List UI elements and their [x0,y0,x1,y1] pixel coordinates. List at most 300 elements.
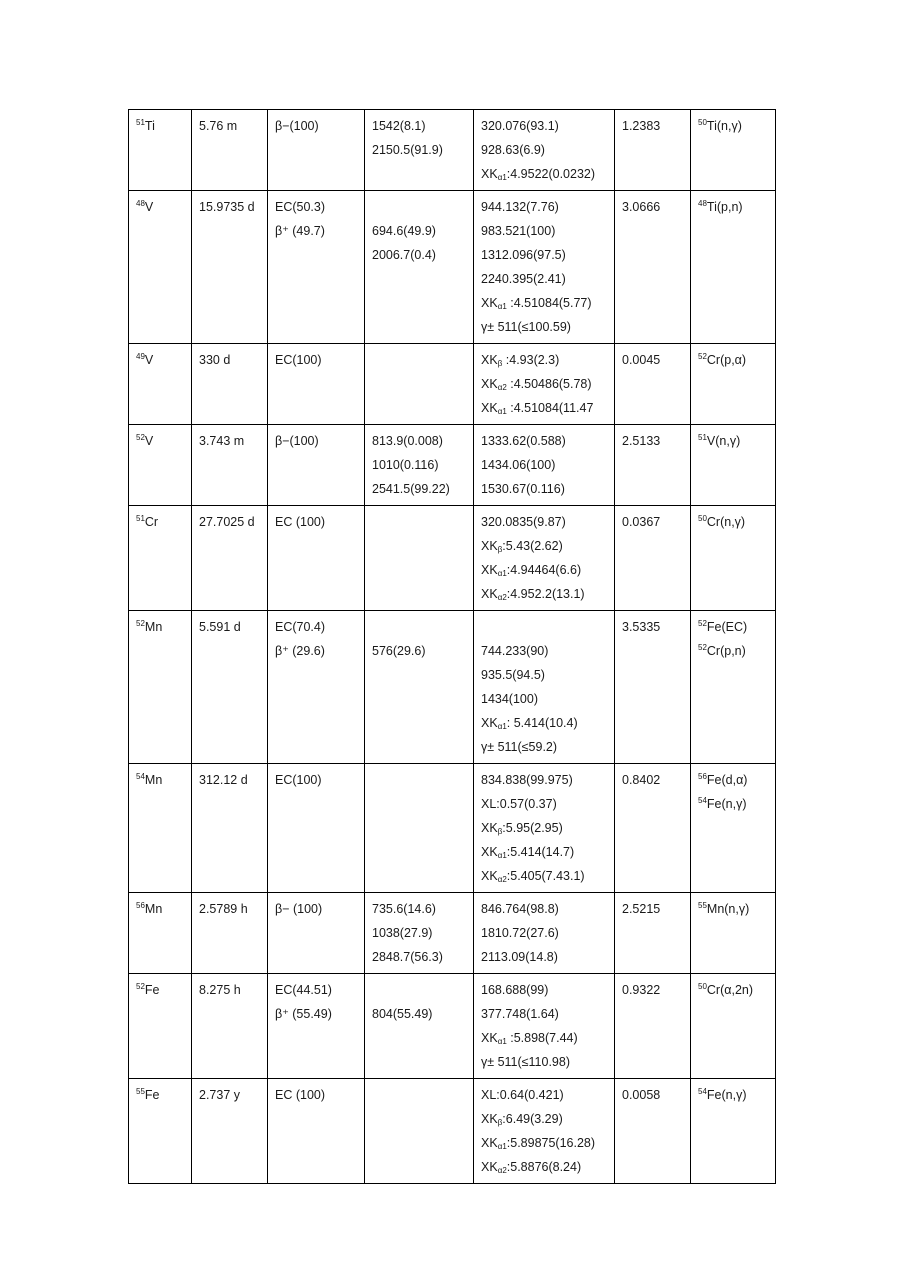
gamma-line [481,1026,614,1050]
production-cell [691,893,776,974]
beta-energy-cell [365,764,474,893]
xray-subscript: α1 [497,407,507,416]
decay-mode: EC(100) [275,773,322,787]
beta-energy-cell [365,191,474,344]
element-symbol: Fe [144,1088,160,1102]
nuclide-cell [129,191,192,344]
q-value-cell [615,506,691,611]
xray-subscript: α1 [497,722,507,731]
gamma-line [481,816,614,840]
table-body [129,110,776,1184]
gamma-energy-cell [474,893,615,974]
decay-mode-cell [268,893,365,974]
gamma-line [481,243,614,267]
gamma-line [481,453,614,477]
beta-energy [372,615,473,639]
gamma-line [481,711,614,735]
mass-number: 52 [136,982,145,991]
half-life-cell [192,506,268,611]
element-symbol: Mn [144,620,163,634]
mass-number: 52 [136,619,145,628]
gamma-line [481,534,614,558]
xray-subscript: α1 [497,851,507,860]
gamma-text: :6.49(3.29) [502,1112,563,1126]
beta-energy: 2150.5(91.9) [372,143,443,157]
table-row [129,893,776,974]
beta-energy: 735.6(14.6) [372,902,436,916]
production-reaction [698,639,775,663]
xray-subscript: β [497,827,503,836]
nuclide-cell [129,974,192,1079]
gamma-line [481,291,614,315]
gamma-text: XK [481,1160,498,1174]
q-value: 0.8402 [622,773,661,787]
decay-mode-cell [268,191,365,344]
gamma-line [481,945,614,969]
gamma-line [481,864,614,888]
reaction-text: Cr(p,α) [706,353,747,367]
reaction-text: V(n,γ) [706,434,741,448]
nuclide [136,114,191,138]
gamma-text: :4.50486(5.78) [506,377,592,391]
beta-energy: 813.9(0.008) [372,434,443,448]
gamma-text: :5.898(7.44) [506,1031,578,1045]
nuclide-cell [129,506,192,611]
xray-subscript: α1 [497,569,507,578]
gamma-text: XK [481,167,498,181]
mass-number: 49 [136,352,145,361]
gamma-line [481,1083,614,1107]
gamma-text: 1434.06(100) [481,458,556,472]
table-row [129,425,776,506]
target-mass-number: 54 [698,796,707,805]
reaction-text: Ti(n,γ) [706,119,742,133]
decay-mode: EC(70.4) [275,620,326,634]
gamma-line [481,582,614,606]
nuclide-cell [129,893,192,974]
gamma-text: :4.51084(5.77) [506,296,592,310]
gamma-text: :5.8876(8.24) [506,1160,582,1174]
xray-subscript: α2 [497,1166,507,1175]
gamma-text: XK [481,821,498,835]
half-life-cell [192,611,268,764]
decay-mode-cell [268,110,365,191]
target-mass-number: 52 [698,619,707,628]
reaction-text: Mn(n,γ) [706,902,750,916]
nuclide [136,978,191,1002]
decay-mode: EC(50.3) [275,200,326,214]
nuclide-decay-table [128,109,776,1184]
q-value: 3.0666 [622,200,661,214]
gamma-line [481,195,614,219]
xray-subscript: α1 [497,173,507,182]
half-life-cell [192,893,268,974]
half-life: 27.7025 d [199,515,255,529]
gamma-text: :5.89875(16.28) [506,1136,596,1150]
beta-energy-cell [365,611,474,764]
half-life: 312.12 d [199,773,248,787]
production-reaction [698,792,775,816]
xray-subscript: α2 [497,593,507,602]
beta-energy-cell [365,344,474,425]
gamma-text: 834.838(99.975) [481,773,573,787]
target-mass-number: 50 [698,982,707,991]
decay-mode: β⁺ (49.7) [275,224,325,238]
gamma-text: XK [481,587,498,601]
q-value: 1.2383 [622,119,661,133]
gamma-text: XL:0.57(0.37) [481,797,557,811]
mass-number: 54 [136,772,145,781]
mass-number: 51 [136,118,145,127]
production-reaction [698,114,775,138]
q-value-cell [615,425,691,506]
beta-energy: 804(55.49) [372,1007,433,1021]
target-mass-number: 56 [698,772,707,781]
half-life: 3.743 m [199,434,245,448]
half-life-cell [192,974,268,1079]
decay-mode: EC (100) [275,515,326,529]
decay-mode: EC(100) [275,353,322,367]
gamma-text: XK [481,539,498,553]
gamma-text: XL:0.64(0.421) [481,1088,564,1102]
reaction-text: Fe(EC) [706,620,748,634]
q-value-cell [615,974,691,1079]
q-value: 2.5215 [622,902,661,916]
xray-subscript: β [497,1118,503,1127]
q-value: 0.0045 [622,353,661,367]
gamma-text: 320.0835(9.87) [481,515,566,529]
gamma-text: 2240.395(2.41) [481,272,566,286]
beta-energy-cell [365,425,474,506]
element-symbol: V [144,353,154,367]
target-mass-number: 48 [698,199,707,208]
gamma-line [481,1155,614,1179]
half-life-cell [192,764,268,893]
gamma-text: XK [481,296,498,310]
gamma-energy-cell [474,506,615,611]
nuclide-cell [129,611,192,764]
production-cell [691,974,776,1079]
nuclide-cell [129,764,192,893]
nuclide [136,768,191,792]
mass-number: 56 [136,901,145,910]
gamma-line [481,558,614,582]
production-cell [691,344,776,425]
element-symbol: Fe [144,983,160,997]
gamma-text: :5.43(2.62) [502,539,563,553]
q-value-cell [615,191,691,344]
gamma-text: :5.405(7.43.1) [506,869,585,883]
decay-mode-cell [268,764,365,893]
nuclide [136,195,191,219]
gamma-energy-cell [474,974,615,1079]
element-symbol: Ti [144,119,155,133]
beta-energy [372,195,473,219]
xray-subscript: α2 [497,383,507,392]
gamma-energy-cell [474,425,615,506]
decay-mode-cell [268,344,365,425]
half-life-cell [192,425,268,506]
xray-subscript: α1 [497,1037,507,1046]
gamma-text: :5.95(2.95) [502,821,563,835]
table-row [129,110,776,191]
decay-mode: β⁺ (29.6) [275,644,325,658]
nuclide-cell [129,110,192,191]
beta-energy: 1542(8.1) [372,119,426,133]
production-cell [691,110,776,191]
gamma-line [481,396,614,420]
reaction-text: Fe(n,γ) [706,797,747,811]
gamma-text: :4.952.2(13.1) [506,587,585,601]
half-life: 330 d [199,353,231,367]
beta-energy-cell [365,110,474,191]
reaction-text: Fe(d,α) [706,773,748,787]
gamma-text: :4.51084(11.47 [506,401,594,415]
gamma-text: 320.076(93.1) [481,119,559,133]
reaction-text: Cr(p,n) [706,644,746,658]
target-mass-number: 55 [698,901,707,910]
target-mass-number: 50 [698,118,707,127]
q-value: 0.0367 [622,515,661,529]
gamma-line [481,639,614,663]
gamma-line [481,978,614,1002]
gamma-text: XK [481,563,498,577]
target-mass-number: 52 [698,643,707,652]
target-mass-number: 52 [698,352,707,361]
gamma-text: γ± 511(≤100.59) [481,320,571,334]
reaction-text: Cr(n,γ) [706,515,746,529]
decay-mode: β− (100) [275,902,323,916]
beta-energy: 2006.7(0.4) [372,248,436,262]
xray-subscript: β [497,359,503,368]
q-value-cell [615,611,691,764]
gamma-line [481,315,614,339]
gamma-energy-cell [474,1079,615,1184]
gamma-text: 168.688(99) [481,983,549,997]
gamma-energy-cell [474,191,615,344]
gamma-line [481,615,614,639]
half-life: 2.737 y [199,1088,241,1102]
gamma-line [481,429,614,453]
gamma-energy-cell [474,764,615,893]
beta-energy: 1038(27.9) [372,926,433,940]
production-cell [691,425,776,506]
gamma-line [481,267,614,291]
half-life: 5.591 d [199,620,241,634]
q-value: 2.5133 [622,434,661,448]
gamma-energy-cell [474,110,615,191]
beta-energy-cell [365,506,474,611]
element-symbol: V [144,200,154,214]
gamma-text: XK [481,1136,498,1150]
beta-energy-cell [365,1079,474,1184]
mass-number: 55 [136,1087,145,1096]
gamma-text: 928.63(6.9) [481,143,545,157]
beta-energy: 2848.7(56.3) [372,950,443,964]
table-row [129,974,776,1079]
production-cell [691,191,776,344]
gamma-text: XK [481,377,498,391]
table-row [129,506,776,611]
reaction-text: Fe(n,γ) [706,1088,747,1102]
production-reaction [698,1083,775,1107]
half-life-cell [192,1079,268,1184]
production-cell [691,764,776,893]
decay-mode: β−(100) [275,119,319,133]
nuclide-cell [129,425,192,506]
beta-energy: 576(29.6) [372,644,426,658]
gamma-text: XK [481,869,498,883]
production-reaction [698,768,775,792]
target-mass-number: 51 [698,433,707,442]
production-reaction [698,978,775,1002]
element-symbol: Mn [144,773,163,787]
beta-energy-cell [365,974,474,1079]
gamma-line [481,768,614,792]
gamma-line [481,735,614,759]
half-life-cell [192,191,268,344]
half-life-cell [192,110,268,191]
target-mass-number: 54 [698,1087,707,1096]
gamma-line [481,219,614,243]
mass-number: 48 [136,199,145,208]
decay-mode-cell [268,425,365,506]
gamma-text: XK [481,845,498,859]
gamma-text: XK [481,716,498,730]
production-cell [691,506,776,611]
gamma-line [481,921,614,945]
q-value: 0.9322 [622,983,661,997]
q-value-cell [615,110,691,191]
gamma-text: XK [481,401,498,415]
beta-energy: 1010(0.116) [372,458,439,472]
decay-mode-cell [268,611,365,764]
gamma-line [481,1131,614,1155]
reaction-text: Cr(α,2n) [706,983,754,997]
gamma-line [481,372,614,396]
production-reaction [698,897,775,921]
gamma-text: 2113.09(14.8) [481,950,558,964]
nuclide [136,429,191,453]
gamma-text: 944.132(7.76) [481,200,559,214]
mass-number: 51 [136,514,145,523]
nuclide [136,615,191,639]
half-life: 8.275 h [199,983,241,997]
gamma-line [481,897,614,921]
gamma-text: : 5.414(10.4) [506,716,578,730]
production-cell [691,611,776,764]
gamma-line [481,510,614,534]
gamma-text: :4.93(2.3) [502,353,560,367]
target-mass-number: 50 [698,514,707,523]
q-value: 3.5335 [622,620,661,634]
table-row [129,1079,776,1184]
gamma-text: XK [481,353,498,367]
gamma-line [481,1050,614,1074]
production-reaction [698,510,775,534]
gamma-line [481,792,614,816]
gamma-line [481,114,614,138]
q-value: 0.0058 [622,1088,661,1102]
gamma-line [481,477,614,501]
gamma-text: γ± 511(≤59.2) [481,740,558,754]
gamma-text: γ± 511(≤110.98) [481,1055,571,1069]
gamma-line [481,687,614,711]
gamma-text: 1810.72(27.6) [481,926,559,940]
table-row [129,764,776,893]
gamma-text: XK [481,1031,498,1045]
gamma-text: 1333.62(0.588) [481,434,566,448]
nuclide-cell [129,1079,192,1184]
element-symbol: Mn [144,902,163,916]
gamma-text: :5.414(14.7) [506,845,575,859]
gamma-line [481,840,614,864]
gamma-energy-cell [474,611,615,764]
q-value-cell [615,1079,691,1184]
xray-subscript: α1 [497,302,507,311]
xray-subscript: β [497,545,503,554]
gamma-line [481,138,614,162]
gamma-text: 377.748(1.64) [481,1007,559,1021]
production-reaction [698,615,775,639]
production-reaction [698,348,775,372]
nuclide [136,348,191,372]
gamma-text: 744.233(90) [481,644,549,658]
half-life: 2.5789 h [199,902,248,916]
gamma-energy-cell [474,344,615,425]
beta-energy-cell [365,893,474,974]
gamma-line [481,663,614,687]
element-symbol: Cr [144,515,159,529]
production-reaction [698,429,775,453]
gamma-text: XK [481,1112,498,1126]
gamma-text: 983.521(100) [481,224,556,238]
decay-mode-cell [268,1079,365,1184]
nuclide [136,897,191,921]
gamma-line [481,1107,614,1131]
xray-subscript: α1 [497,1142,507,1151]
q-value-cell [615,344,691,425]
mass-number: 52 [136,433,145,442]
half-life: 15.9735 d [199,200,255,214]
q-value-cell [615,893,691,974]
half-life-cell [192,344,268,425]
gamma-text: 1434(100) [481,692,538,706]
nuclide [136,1083,191,1107]
beta-energy [372,978,473,1002]
table-row [129,611,776,764]
decay-mode-cell [268,506,365,611]
gamma-text: 1312.096(97.5) [481,248,566,262]
gamma-line [481,162,614,186]
table-row [129,191,776,344]
half-life: 5.76 m [199,119,238,133]
beta-energy: 694.6(49.9) [372,224,436,238]
production-reaction [698,195,775,219]
table-row [129,344,776,425]
decay-mode: β⁺ (55.49) [275,1007,332,1021]
nuclide [136,510,191,534]
production-cell [691,1079,776,1184]
decay-mode: EC(44.51) [275,983,332,997]
gamma-line [481,348,614,372]
xray-subscript: α2 [497,875,507,884]
reaction-text: Ti(p,n) [706,200,743,214]
gamma-text: :4.9522(0.0232) [506,167,596,181]
nuclide-cell [129,344,192,425]
gamma-line [481,1002,614,1026]
gamma-text: 846.764(98.8) [481,902,559,916]
